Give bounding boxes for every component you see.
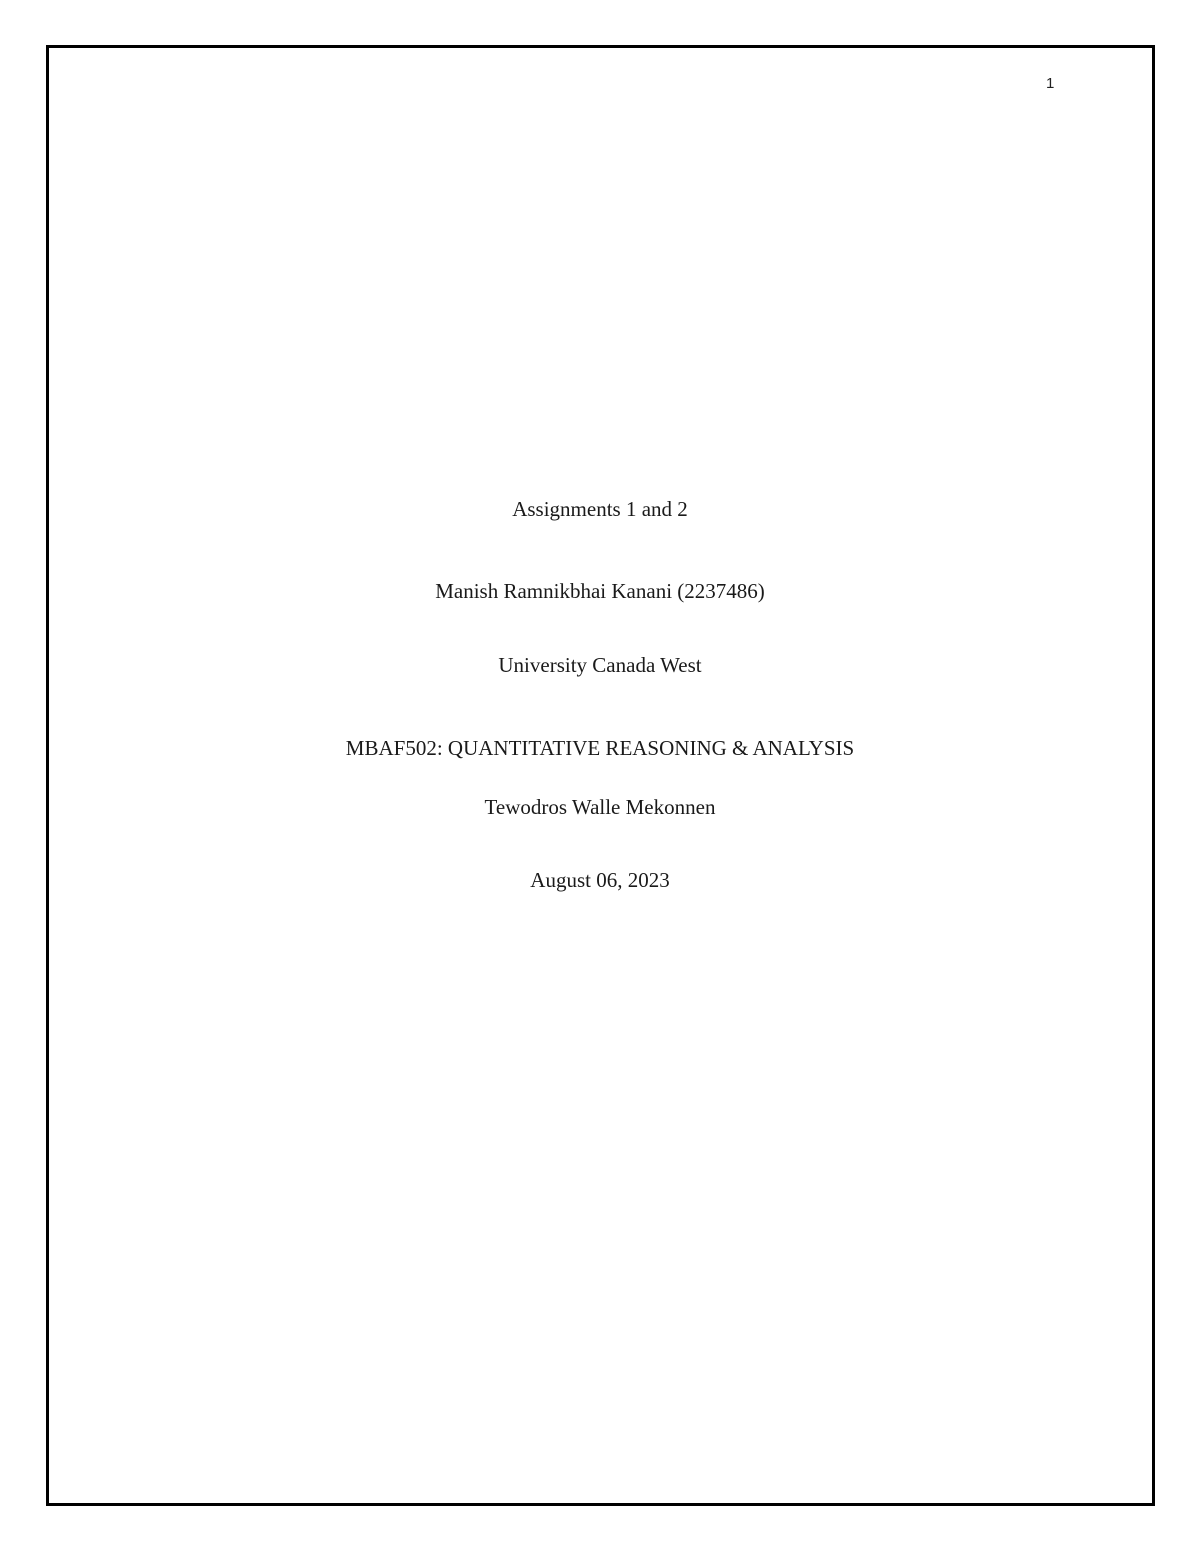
page-number: 1 <box>1046 75 1055 92</box>
course-name: MBAF502: QUANTITATIVE REASONING & ANALYSIS <box>345 736 855 760</box>
author-name: Manish Ramnikbhai Kanani (2237486) <box>435 579 765 603</box>
submission-date: August 06, 2023 <box>530 868 670 892</box>
instructor-name: Tewodros Walle Mekonnen <box>484 795 716 819</box>
institution-name: University Canada West <box>498 653 702 677</box>
document-title: Assignments 1 and 2 <box>512 497 688 521</box>
page-border <box>46 45 1155 1506</box>
